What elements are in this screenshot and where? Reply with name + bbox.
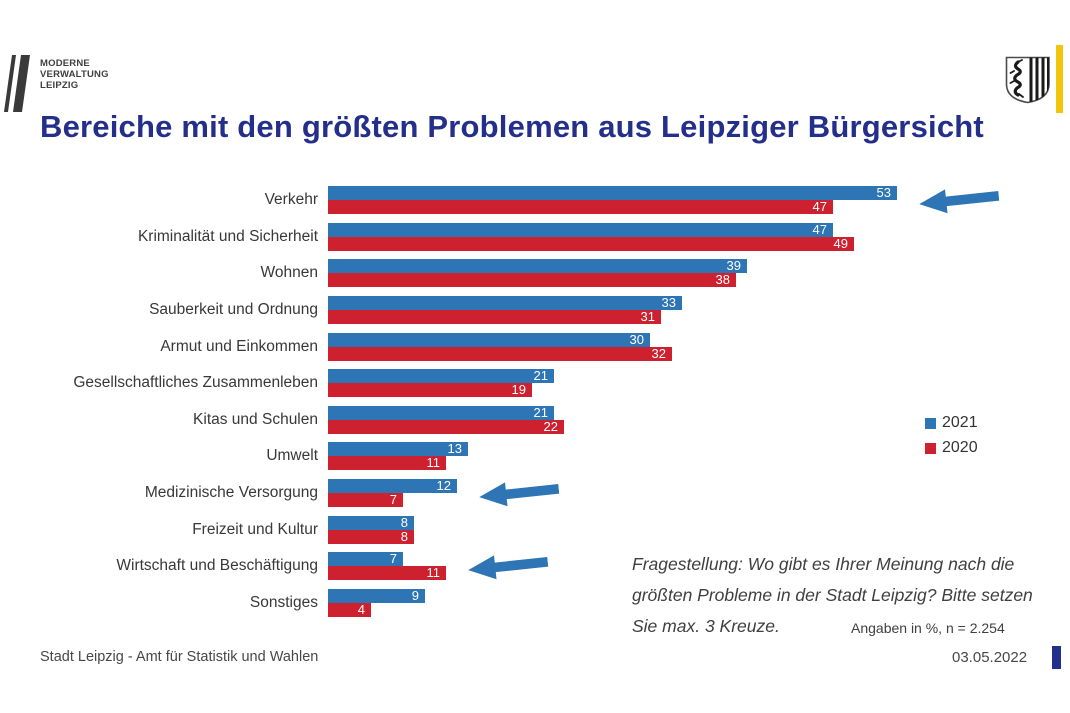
bar-2021-verkehr	[328, 186, 897, 200]
category-label: Sonstiges	[249, 593, 318, 611]
logo-line-3: LEIPZIG	[40, 80, 79, 91]
value-label: 19	[511, 382, 526, 398]
value-label: 21	[533, 368, 548, 384]
sample-size-note: Angaben in %, n = 2.254	[851, 620, 1005, 636]
survey-question-text: Fragestellung: Wo gibt es Ihrer Meinung nach die größten Probleme in der Stadt Leipzig? Bitte setzen Sie max. 3 Kreuze.	[632, 554, 1033, 636]
category-label: Wohnen	[260, 264, 318, 282]
value-label: 8	[400, 528, 408, 544]
logo-line-2: VERWALTUNG	[40, 69, 109, 80]
value-label: 53	[876, 185, 891, 200]
bar-2020-kriminalit-t-und-sicherheit	[328, 237, 854, 251]
footer-source: Stadt Leipzig - Amt für Statistik und Wahlen	[40, 649, 319, 665]
category-label: Sauberkeit und Ordnung	[149, 300, 318, 318]
bar-2020-wirtschaft-und-besch-ftigung	[328, 566, 446, 580]
bar-2021-sonstiges	[328, 589, 425, 603]
bar-2020-sauberkeit-und-ordnung	[328, 310, 661, 324]
category-label: Kitas und Schulen	[193, 410, 318, 428]
bar-2021-wohnen	[328, 259, 747, 273]
value-label: 8	[400, 514, 408, 530]
category-label: Verkehr	[264, 191, 318, 208]
legend-label-2021: 2021	[942, 414, 978, 431]
category-label: Gesellschaftliches Zusammenleben	[73, 374, 318, 392]
value-label: 22	[543, 418, 558, 434]
value-label: 21	[533, 404, 548, 420]
page-tab-marker	[1052, 646, 1061, 669]
legend-item-2021	[925, 414, 978, 432]
value-label: 7	[389, 492, 397, 508]
value-label: 13	[447, 441, 462, 457]
leipzig-coat-of-arms-icon	[1005, 56, 1051, 104]
bar-2021-armut-und-einkommen	[328, 333, 650, 347]
bar-2021-gesellschaftliches-zusammenleben	[328, 369, 554, 383]
value-label: 9	[411, 587, 419, 603]
footer-date: 03.05.2022	[952, 649, 1028, 666]
category-label: Medizinische Versorgung	[144, 484, 318, 502]
bar-2020-freizeit-und-kultur	[328, 530, 414, 544]
logo-bar-thick	[13, 55, 30, 112]
highlight-arrow-icon	[467, 548, 549, 584]
category-label: Kriminalität und Sicherheit	[137, 227, 318, 245]
highlight-arrow-icon	[918, 182, 1000, 218]
value-label: 33	[661, 294, 676, 310]
yellow-accent-bar	[1056, 45, 1063, 113]
moderne-verwaltung-leipzig-logo	[8, 55, 109, 112]
bar-2021-kriminalit-t-und-sicherheit	[328, 223, 833, 237]
value-label: 49	[833, 235, 848, 251]
legend	[925, 414, 978, 464]
legend-swatch-2020	[925, 443, 936, 454]
value-label: 11	[426, 455, 440, 471]
bar-2021-freizeit-und-kultur	[328, 516, 414, 530]
value-label: 32	[651, 345, 666, 361]
category-label: Armut und Einkommen	[160, 337, 318, 355]
bar-2020-gesellschaftliches-zusammenleben	[328, 383, 532, 397]
bar-2020-wohnen	[328, 273, 736, 287]
logo-line-1: MODERNE	[40, 58, 90, 69]
highlight-arrow-icon	[478, 475, 560, 511]
value-label: 38	[715, 272, 730, 288]
bar-2020-umwelt	[328, 456, 446, 470]
page-title: Bereiche mit den größten Problemen aus Leipziger Bürgersicht	[40, 109, 984, 144]
bar-2021-umwelt	[328, 442, 468, 456]
bar-2021-kitas-und-schulen	[328, 406, 554, 420]
bar-2020-armut-und-einkommen	[328, 347, 672, 361]
value-label: 4	[357, 601, 365, 617]
value-label: 47	[812, 199, 827, 214]
bar-2020-kitas-und-schulen	[328, 420, 564, 434]
category-label: Umwelt	[266, 447, 318, 465]
category-label: Freizeit und Kultur	[192, 520, 318, 538]
bar-2021-sauberkeit-und-ordnung	[328, 296, 682, 310]
bar-2020-verkehr	[328, 200, 833, 214]
legend-item-2020	[925, 439, 978, 457]
bar-2021-wirtschaft-und-besch-ftigung	[328, 552, 403, 566]
logo-bars-icon	[4, 55, 30, 112]
legend-label-2020: 2020	[942, 439, 978, 456]
value-label: 11	[426, 565, 440, 581]
value-label: 7	[389, 551, 397, 567]
legend-swatch-2021	[925, 418, 936, 429]
value-label: 47	[812, 221, 827, 237]
value-label: 31	[640, 308, 655, 324]
value-label: 30	[629, 331, 644, 347]
bar-2020-sonstiges	[328, 603, 371, 617]
logo-text	[40, 55, 109, 91]
bar-2020-medizinische-versorgung	[328, 493, 403, 507]
category-label: Wirtschaft und Beschäftigung	[116, 557, 318, 575]
value-label: 12	[436, 478, 451, 494]
value-label: 39	[726, 258, 741, 274]
bar-2021-medizinische-versorgung	[328, 479, 457, 493]
